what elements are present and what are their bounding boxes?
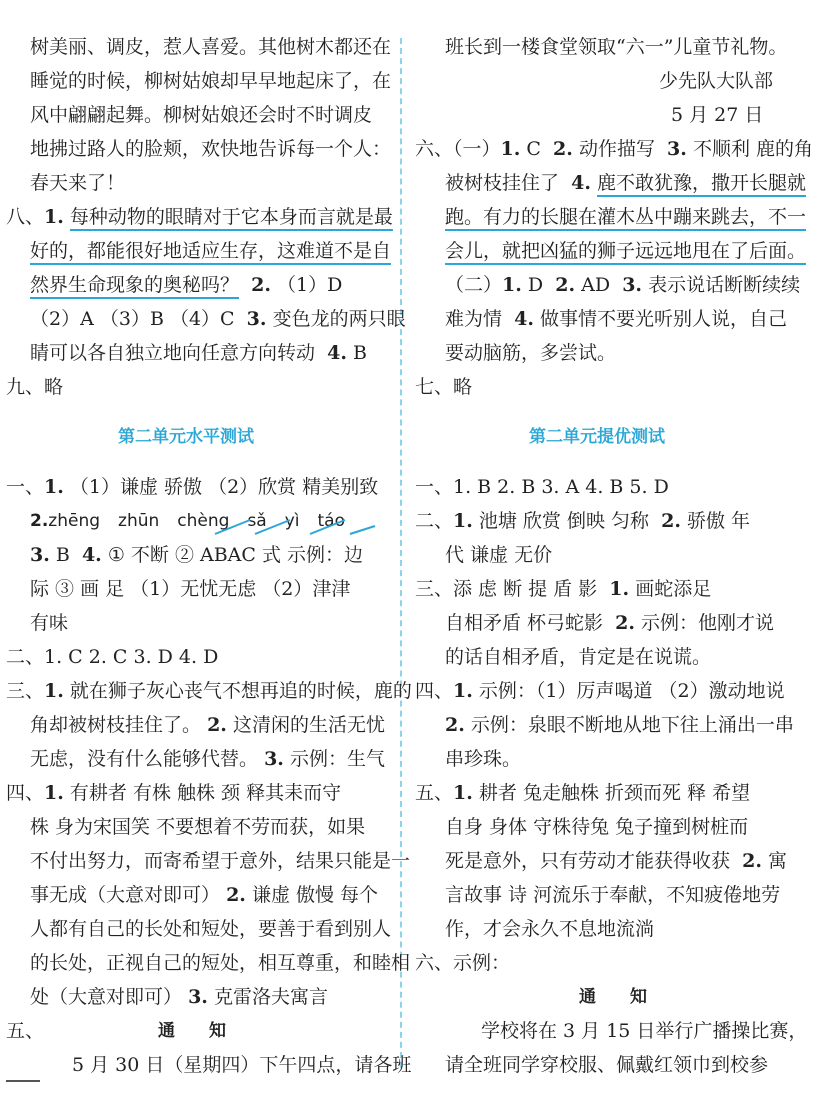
text-line: 人都有自己的长处和短处，要善于看到别人 bbox=[30, 918, 392, 940]
answer-text: 就在狮子灰心丧气不想再追的时候，鹿的 bbox=[69, 680, 412, 702]
pinyin-answer: sǎ bbox=[247, 511, 267, 531]
text-line: 自身 身体 守株待兔 兔子撞到树桩而 bbox=[445, 816, 749, 838]
text-line bbox=[445, 170, 806, 196]
answer-text: 事无成（大意对即可） bbox=[30, 884, 221, 906]
question-number: 1. bbox=[500, 138, 521, 160]
text-line: 班长到一楼食堂领取“六一”儿童节礼物。 bbox=[445, 36, 788, 58]
text-line: 树美丽、调皮，惹人喜爱。其他树木都还在 bbox=[30, 36, 392, 58]
section-six-line: 六、示例： bbox=[415, 952, 511, 974]
text-line: 要动脑筋，多尝试。 bbox=[445, 342, 617, 364]
section-seven-line: 七、略 bbox=[415, 376, 473, 398]
answer-text: 做事情不要光听别人说，自己 bbox=[540, 308, 788, 330]
column-divider bbox=[400, 38, 402, 1068]
section-four-line bbox=[6, 780, 341, 806]
notice-title: 通 知 bbox=[579, 987, 647, 1007]
answer-text: 难为情 bbox=[445, 308, 503, 330]
text-line: 的话自相矛盾，肯定是在说谎。 bbox=[445, 646, 712, 668]
underlined-answer: 会儿，就把凶猛的狮子远远地甩在了后面。 bbox=[445, 240, 807, 262]
text-line: 春天来了！ bbox=[30, 172, 126, 194]
answer-text: 三、添 虑 断 提 盾 影 bbox=[415, 578, 598, 600]
text-line bbox=[445, 272, 800, 298]
section-number: 二、 bbox=[415, 510, 454, 532]
answer-text: 无虑，没有什么能够代替。 bbox=[30, 748, 259, 770]
text-line: 株 身为宋国笑 不要想着不劳而获，如果 bbox=[30, 816, 366, 838]
answer-text: 耕者 兔走触株 折颈而死 释 希望 bbox=[478, 782, 751, 804]
text-line bbox=[30, 882, 378, 908]
answer-text: 谦虚 傲慢 每个 bbox=[251, 884, 379, 906]
question-number: 3. bbox=[246, 308, 267, 330]
section-number: 三、 bbox=[6, 680, 45, 702]
text-line: 学校将在 3 月 15 日举行广播操比赛， bbox=[481, 1020, 808, 1042]
question-number: 4. bbox=[514, 308, 534, 330]
section-one-line: 一、1. B 2. B 3. A 4. B 5. D bbox=[415, 476, 669, 498]
answer-text: 变色龙的两只眼 bbox=[272, 308, 406, 330]
text-line: 睡觉的时候，柳树姑娘却早早地起床了，在 bbox=[30, 70, 392, 92]
question-number: 2. bbox=[30, 511, 49, 531]
question-number: 1. bbox=[609, 578, 630, 600]
text-line: 作，才会永久不息地流淌 bbox=[445, 918, 655, 940]
question-number: 3. bbox=[264, 748, 284, 770]
notice-title: 通 知 bbox=[158, 1021, 226, 1041]
pinyin-answer: yì bbox=[284, 511, 300, 531]
notice-date: 5 月 27 日 bbox=[671, 104, 764, 126]
section-three-line bbox=[6, 678, 412, 704]
underlined-answer: 每种动物的眼睛对于它本身而言就是最 bbox=[69, 206, 393, 228]
answer-text: 画蛇添足 bbox=[635, 578, 712, 600]
question-number: 2. bbox=[553, 138, 573, 160]
text-line bbox=[30, 238, 391, 264]
answer-text: 角却被树枝挂住了。 bbox=[30, 714, 202, 736]
answer-text: （1）谦虚 骄傲 （2）欣赏 精美别致 bbox=[69, 476, 379, 498]
question-number: 4. bbox=[571, 172, 591, 194]
section-number: 四、 bbox=[6, 782, 45, 804]
text-line: 不付出努力，而寄希望于意外，结果只能是一 bbox=[30, 850, 411, 872]
section-four-line bbox=[415, 678, 785, 704]
answer-text: 有耕者 有株 触株 颈 释其耒而守 bbox=[69, 782, 342, 804]
answer-text: （1）D bbox=[277, 274, 343, 296]
text-line bbox=[30, 984, 328, 1010]
text-line bbox=[30, 746, 385, 772]
unit-heading: 第二单元提优测试 bbox=[529, 427, 665, 447]
answer-text: 表示说话断断续续 bbox=[648, 274, 801, 296]
text-line bbox=[30, 712, 385, 738]
check-stroke bbox=[215, 520, 375, 534]
answer-text: B bbox=[353, 342, 367, 364]
question-number: 4. bbox=[327, 342, 347, 364]
question-number: 3. bbox=[622, 274, 643, 296]
answer-text: 池塘 欣赏 倒映 匀称 bbox=[478, 510, 650, 532]
section-number: 一、 bbox=[6, 476, 45, 498]
question-number: 1. bbox=[502, 274, 522, 296]
question-number: 2. bbox=[742, 850, 762, 872]
answer-text: 动作描写 bbox=[578, 138, 655, 160]
section-number: 八、 bbox=[6, 206, 45, 228]
answer-text: B bbox=[55, 544, 70, 566]
section-number: 六、（一） bbox=[415, 138, 501, 160]
text-line: 代 谦虚 无价 bbox=[445, 544, 553, 566]
answer-text: 自相矛盾 杯弓蛇影 bbox=[445, 612, 604, 634]
answer-text: 寓 bbox=[768, 850, 788, 872]
unit-heading: 第二单元水平测试 bbox=[118, 427, 254, 447]
question-number: 1. bbox=[44, 782, 64, 804]
page-corner-mark bbox=[6, 1080, 40, 1082]
answer-text: D bbox=[527, 274, 544, 296]
answer-text: C bbox=[526, 138, 541, 160]
question-number: 1. bbox=[453, 680, 473, 702]
section-six-line bbox=[415, 136, 813, 162]
text-line: 请全班同学穿校服、佩戴红领巾到校参 bbox=[445, 1054, 769, 1076]
section-five-line bbox=[415, 780, 750, 806]
answer-text: 示例：生气 bbox=[289, 748, 385, 770]
text-line: 串珍珠。 bbox=[445, 748, 522, 770]
section-number: 五、 bbox=[6, 1020, 45, 1042]
pinyin-answer: zhūn bbox=[118, 511, 160, 531]
underlined-answer: 鹿不敢犹豫，撒开长腿就 bbox=[597, 172, 807, 194]
underlined-answer: 跑。有力的长腿在灌木丛中蹦来跳去，不一 bbox=[445, 206, 807, 228]
answer-text: ① 不断 ② ABAC 式 示例：边 bbox=[107, 544, 364, 566]
answer-text: 克雷洛夫寓言 bbox=[213, 986, 328, 1008]
answer-text: 不顺利 鹿的角 bbox=[692, 138, 813, 160]
question-number: 2. bbox=[226, 884, 246, 906]
strike-marks bbox=[210, 512, 380, 540]
text-line bbox=[445, 238, 806, 264]
text-line: 风中翩翩起舞。柳树姑娘还会时不时调皮 bbox=[30, 104, 373, 126]
answer-text: 睛可以各自独立地向任意方向转动 bbox=[30, 342, 316, 364]
section-nine-line: 九、略 bbox=[6, 376, 64, 398]
text-line: 言故事 诗 河流乐于奉献，不知疲倦地劳 bbox=[445, 884, 781, 906]
question-number: 1. bbox=[44, 206, 64, 228]
question-number: 2. bbox=[661, 510, 681, 532]
question-number: 2. bbox=[251, 274, 271, 296]
question-number: 2. bbox=[207, 714, 227, 736]
answer-text: 被树枝挂住了 bbox=[445, 172, 560, 194]
section-one-line bbox=[6, 474, 378, 500]
answer-text: AD bbox=[581, 274, 611, 296]
text-line: 际 ③ 画 足 （1）无忧无虑 （2）津津 bbox=[30, 578, 351, 600]
text-line bbox=[445, 204, 806, 230]
question-number: 2. bbox=[555, 274, 576, 296]
text-line bbox=[445, 306, 787, 332]
section-eight-line bbox=[6, 204, 393, 230]
question-number: 1. bbox=[453, 782, 473, 804]
section-two-line: 二、1. C 2. C 3. D 4. D bbox=[6, 646, 219, 668]
question-number: 3. bbox=[667, 138, 687, 160]
answer-text: 处（大意对即可） bbox=[30, 986, 183, 1008]
answer-text: （二） bbox=[445, 274, 503, 296]
answer-text: 这清闲的生活无忧 bbox=[232, 714, 385, 736]
question-number: 3. bbox=[30, 544, 50, 566]
answer-text: 骄傲 年 bbox=[687, 510, 751, 532]
question-number: 2. bbox=[615, 612, 635, 634]
answer-text: 示例：他刚才说 bbox=[641, 612, 775, 634]
question-number: 1. bbox=[44, 476, 64, 498]
section-two-line bbox=[415, 508, 750, 534]
section-number: 五、 bbox=[415, 782, 454, 804]
underlined-answer: 好的，都能很好地适应生存，这难道不是自 bbox=[30, 240, 392, 262]
question-number: 1. bbox=[453, 510, 473, 532]
text-line: 5 月 30 日（星期四）下午四点，请各班 bbox=[72, 1054, 412, 1076]
section-number: 四、 bbox=[415, 680, 454, 702]
pinyin-answer: zhēng bbox=[48, 511, 101, 531]
question-number: 3. bbox=[188, 986, 208, 1008]
question-number: 4. bbox=[81, 544, 102, 566]
pinyin-answer: chèng bbox=[177, 511, 230, 531]
pinyin-answer: táo bbox=[317, 511, 345, 531]
section-three-line bbox=[415, 576, 711, 602]
text-line bbox=[445, 712, 794, 738]
notice-signature: 少先队大队部 bbox=[659, 70, 774, 92]
text-line bbox=[30, 340, 367, 366]
question-number: 1. bbox=[44, 680, 64, 702]
underlined-answer: 然界生命现象的奥秘吗？ bbox=[30, 274, 240, 296]
text-line bbox=[445, 610, 774, 636]
text-line bbox=[30, 272, 342, 298]
text-line: 地拂过路人的脸颊，欢快地告诉每一个人： bbox=[30, 138, 392, 160]
text-line: 的长处，正视自己的短处，相互尊重，和睦相 bbox=[30, 952, 411, 974]
text-line bbox=[445, 848, 787, 874]
text-line: 有味 bbox=[30, 612, 69, 634]
text-line bbox=[30, 542, 363, 568]
text-line bbox=[30, 306, 406, 332]
question-number: 2. bbox=[445, 714, 465, 736]
answer-text: （2）A （3）B （4）C bbox=[30, 308, 235, 330]
answer-text: 死是意外，只有劳动才能获得收获 bbox=[445, 850, 731, 872]
answer-text: 示例：（1）厉声喝道 （2）激动地说 bbox=[478, 680, 785, 702]
answer-text: 示例：泉眼不断地从地下往上涌出一串 bbox=[470, 714, 794, 736]
